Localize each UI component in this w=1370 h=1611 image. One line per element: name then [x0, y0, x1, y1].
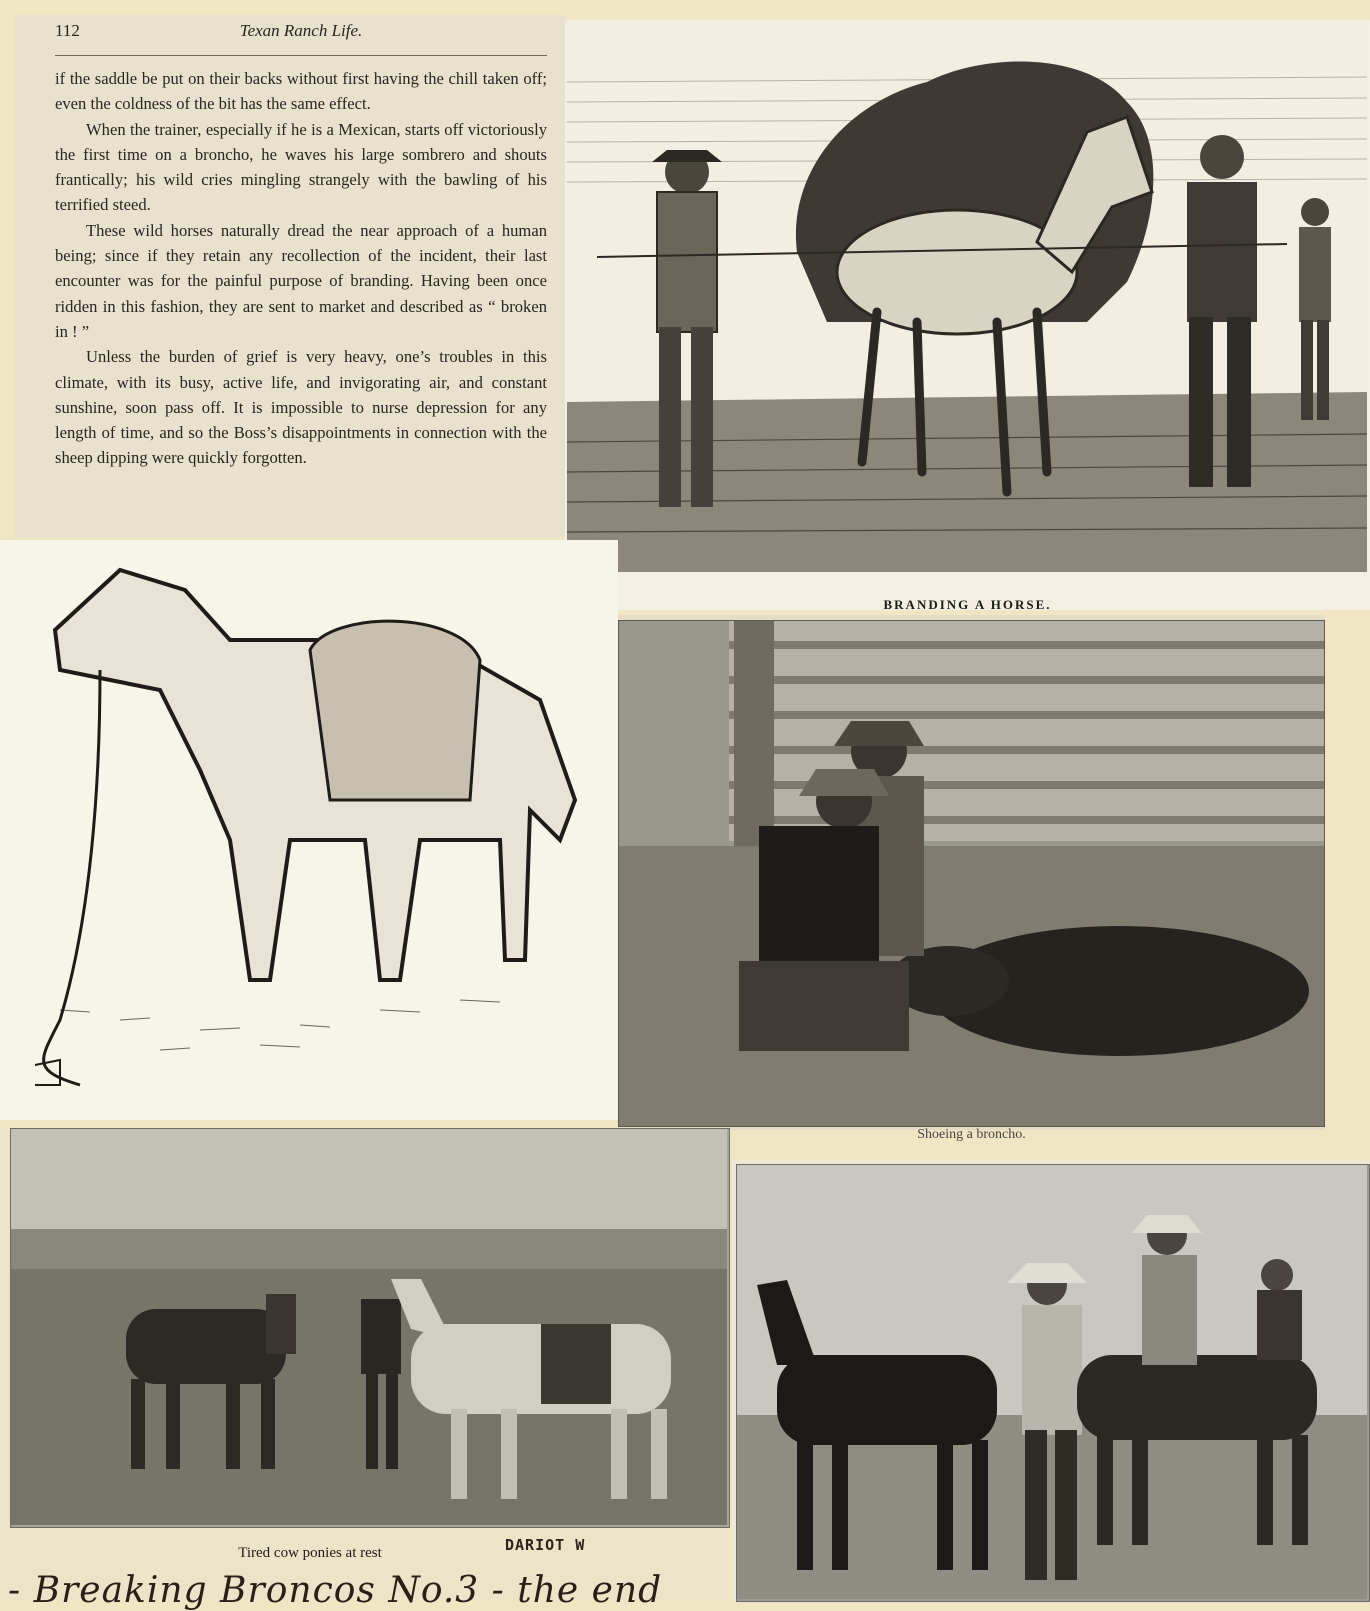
page-number: 112 — [55, 21, 80, 40]
ponies-caption: Tired cow ponies at rest — [238, 1545, 382, 1561]
book-text — [55, 66, 547, 471]
horse-sketch-drawing — [0, 540, 618, 1120]
ponies-photo — [10, 1128, 730, 1528]
riders-photo-image — [737, 1165, 1367, 1599]
paragraph: These wild horses naturally dread the near approach of a human being; since if they retain any recollection of the incident, their last encounter was for the painful purpose of branding. Having been once ridden in this fashion, they are sent to market and described as “ broken in ! ” — [55, 220, 547, 341]
handwritten-title: - Breaking Broncos No.3 - the end — [8, 1570, 663, 1611]
shoeing-caption: Shoeing a broncho. — [917, 1127, 1026, 1142]
paragraph: if the saddle be put on their backs without first having the chill taken off; even the coldness of the bit has the same effect. — [55, 69, 547, 114]
ponies-photo-panel — [0, 1128, 728, 1611]
ponies-photo-image — [11, 1129, 727, 1525]
shoeing-photo-image — [619, 621, 1324, 1126]
riders-photo — [736, 1164, 1370, 1602]
shoeing-photo-panel — [618, 615, 1325, 1142]
shoeing-photo — [618, 620, 1325, 1127]
running-title: Texan Ranch Life. — [239, 21, 363, 40]
paragraph: When the trainer, especially if he is a Mexican, starts off victoriously the first time on a broncho, he waves his large sombrero and shouts frantically; his wild cries mingling strangely with the bawling of his terrified steed. — [55, 119, 547, 215]
branding-illustration — [567, 22, 1367, 572]
saddled-horse-sketch — [0, 540, 618, 1120]
riders-photo-panel — [732, 1160, 1370, 1600]
branding-engraving — [565, 20, 1370, 610]
header-rule — [55, 55, 547, 56]
paragraph: Unless the burden of grief is very heavy, one’s troubles in this climate, with its busy, active life, and invigorating air, and constant sunshine, soon pass off. It is impossible to nurse depression for any length of time, and so the Boss’s disappointments in connection with the sheep dipping were quickly forgotten. — [55, 347, 547, 468]
page-header — [55, 21, 547, 41]
book-page — [15, 15, 565, 537]
photo-signature: DARIOT W — [505, 1536, 586, 1554]
engraving-caption: BRANDING A HORSE. — [883, 597, 1052, 612]
